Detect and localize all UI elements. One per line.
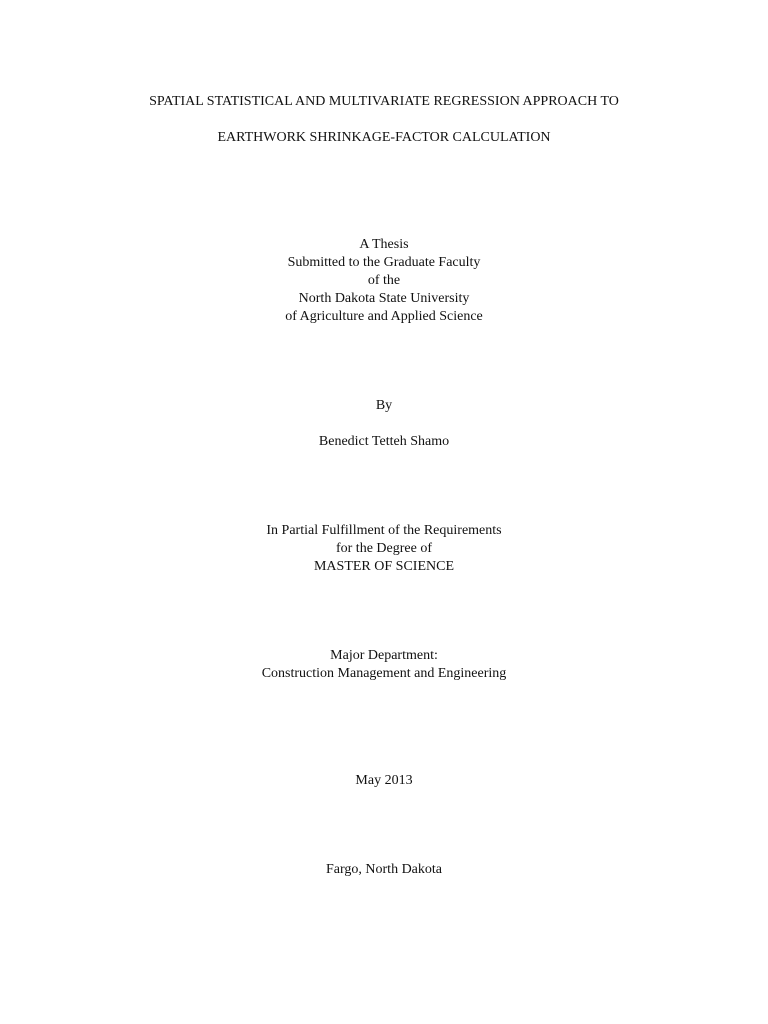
- university-subtitle: of Agriculture and Applied Science: [285, 309, 483, 324]
- department-label: Major Department:: [330, 648, 438, 663]
- submission-line: Submitted to the Graduate Faculty: [287, 255, 481, 270]
- degree-name: MASTER OF SCIENCE: [313, 559, 455, 574]
- author-name: Benedict Tetteh Shamo: [318, 434, 450, 449]
- by-label: By: [375, 398, 393, 413]
- thesis-title-line-1: SPATIAL STATISTICAL AND MULTIVARIATE REGRESSION APPROACH TO: [149, 94, 619, 109]
- submission-of-the: of the: [367, 273, 401, 288]
- location: Fargo, North Dakota: [326, 862, 442, 877]
- degree-for-line: for the Degree of: [335, 541, 432, 556]
- fulfillment-line: In Partial Fulfillment of the Requirements: [266, 523, 502, 538]
- document-type: A Thesis: [359, 237, 409, 252]
- thesis-title-line-2: EARTHWORK SHRINKAGE-FACTOR CALCULATION: [217, 130, 551, 145]
- university-name: North Dakota State University: [298, 291, 470, 306]
- submission-date: May 2013: [355, 773, 413, 788]
- department-name: Construction Management and Engineering: [261, 666, 507, 681]
